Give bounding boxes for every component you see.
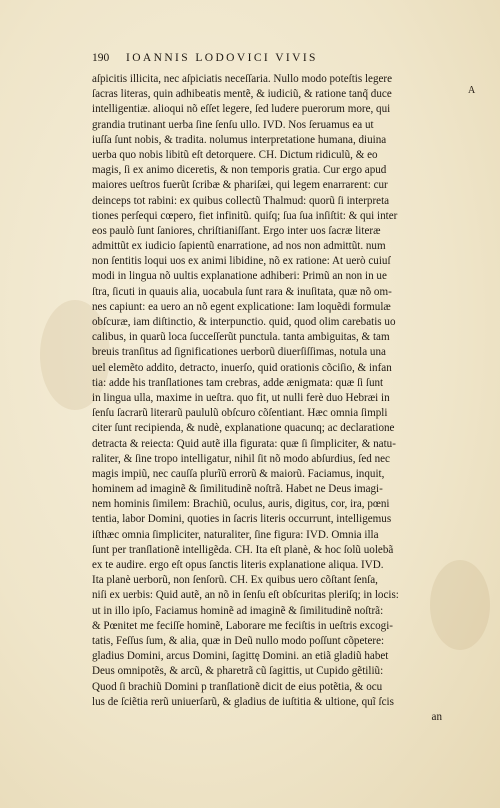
text-line: gladius Domini, arcus Domini, ſagittę Domini. an etiã gladiũ habet — [92, 650, 389, 663]
text-line: nem hominis ſimilem: Brachiũ, oculus, auris, digitus, cor, ira, pœni — [92, 498, 390, 511]
text-line: maiores ueſtros fuerũt ſcribæ & phariſæi, qui legem enarrarent: cur — [92, 179, 388, 192]
text-line: Ita planè uerborũ, non ſenſorũ. CH. Ex quibus uero cõſtant ſenſa, — [92, 574, 378, 587]
text-line: magis impiũ, nec cauſſa plurĩũ errorũ & maiorũ. Faciamus, inquit, — [92, 467, 385, 480]
text-line: admittũt ex iudicio ſapientũ enarratione, ad nos non admittũt. num — [92, 240, 386, 253]
text-line: Quod ſi brachiũ Domini p tranſlationẽ dicit de eius potẽtia, & ocu — [92, 680, 383, 693]
text-line: breuis tranſitus ad ſignificationes uerborũ diuerſiſſimas, notula una — [92, 346, 386, 359]
text-line: & Pœnitet me feciſſe hominẽ, Laborare me feciſtis in ueſtris excogi- — [92, 619, 393, 632]
page-number: 190 — [92, 52, 110, 64]
text-line: lus de ſciẽtia rerũ uniuerſarũ, & gladius de iuſtitia & ultione, quĩ ſcis — [92, 695, 394, 708]
text-line: obſcuræ, iam diſtinctio, & interpunctio. quid, quod olim carebatis uo — [92, 316, 396, 328]
text-line: eos paulò ſunt ſaniores, chriſtianiſſant. Ergo inter uos ſacræ literæ — [92, 224, 381, 237]
text-line: ſenſu ſacrarũ literarũ paululũ obſcuro cõſentiant. Hæc omnia ſimpli — [92, 407, 388, 420]
text-line: iſthæc omnia ſimpliciter, naturaliter, ſine figura: IVD. Omnia illa — [92, 528, 379, 541]
running-head — [92, 52, 442, 70]
text-line: ſtra, ſicuti in quauis alia, uocabula ſunt rara & inuſitata, quæ nõ om- — [92, 285, 392, 298]
text-line: uerba quo nobis libitũ eſt detorquere. CH. Dictum ridiculũ, & eo — [92, 148, 378, 161]
text-line: magis, ſi ex animo diceretis, & non temporis gratia. Cur ergo apud — [92, 164, 387, 177]
catchword: an — [431, 710, 442, 723]
text-line: tiones perſequi cœpero, fiet infinitũ. quiſq; ſua ſua inſiſtit: & qui inter — [92, 209, 398, 222]
text-line: deinceps tot rabini: ex quibus collectũ Thalmud: quorũ ſi interpreta — [92, 194, 390, 207]
text-line: hominem ad imaginẽ & ſimilitudinẽ noſtrã. Habet ne Deus imagi- — [92, 483, 383, 496]
text-line: modi in lingua nõ uultis explanatione adhiberi: Primũ an non in ue — [92, 270, 387, 283]
text-line: iuſſa ſunt nobis, & tradita. nolumus interpretatione humana, diuina — [92, 133, 387, 146]
text-line: raliter, & ſine tropo intelligatur, nihil ſit nõ modo abſurdius, ſed nec — [92, 452, 390, 465]
body-text — [92, 72, 442, 725]
text-line: ex te audire. ergo eſt opus ſanctis literis explanatione aliqua. IVD. — [92, 559, 384, 571]
text-line: uel elemẽto addito, detracto, inuerſo, quid orationis cõciſio, & infan — [92, 361, 392, 374]
text-line: calibus, in quarũ loca ſucceſſerũt punctula. tanta ambiguitas, & tam — [92, 331, 390, 344]
text-line: ſunt per tranſlationẽ intelligẽda. CH. Ita eſt planè, & hoc ſolũ uolebã — [92, 543, 394, 556]
text-line: tia: adde his tranſlationes tam crebras, adde ænigmata: quæ ſi ſunt — [92, 376, 384, 389]
text-line: tatis, Feſſus ſum, & alia, quæ in Deũ nullo modo poſſunt cõpetere: — [92, 634, 385, 647]
text-line: ſacras literas, quin adhibeatis mentẽ, & iudiciũ, & ratione tanq̃ duce — [92, 88, 392, 101]
margin-note: A — [468, 85, 476, 96]
text-line: non ſentitis loqui uos ex animi libidine, nõ ex ratione: At uerò cuiuſ — [92, 255, 391, 268]
text-line: niſi ex uerbis: Quid autẽ, an nõ in ſenſu eſt obſcuritas pleriſq; in locis: — [92, 589, 399, 602]
text-line: aſpicitis illicita, nec aſpiciatis neceſſaria. Nullo modo poteſtis legere — [92, 73, 393, 85]
text-line: Deus omnipotẽs, & arcũ, & pharetrã cũ ſagittis, ut Cupido gẽtiliũ: — [92, 665, 384, 678]
text-line: grandia trutinant uerba ſine ſenſu ullo. IVD. Nos ſeruamus ea ut — [92, 118, 374, 131]
text-line: intelligentiæ. alioqui nõ eſſet legere, ſed ludere puerorum more, qui — [92, 103, 391, 116]
text-line: tentia, labor Domini, quoties in ſacris literis occurrunt, intelligemus — [92, 513, 392, 526]
text-line: nes capiunt: ea uero an nõ egent explicatione: Iam loquẽdi formulæ — [92, 300, 391, 313]
running-title: IOANNIS LODOVICI VIVIS — [126, 52, 318, 64]
text-line: ut in illo ipſo, Faciamus hominẽ ad imaginẽ & ſimilitudinẽ noſtrã: — [92, 604, 384, 617]
text-line: in lingua ulla, maxime in ueſtra. quo fit, ut nulli ferè duo Hebræi in — [92, 391, 390, 404]
text-line: detracta & reiecta: Quid autẽ illa figurata: quæ ſi ſimpliciter, & natu- — [92, 437, 396, 450]
text-block — [92, 52, 442, 725]
text-line: citer ſunt recipienda, & nudè, explanatione quacunq; ac declaratione — [92, 422, 395, 435]
